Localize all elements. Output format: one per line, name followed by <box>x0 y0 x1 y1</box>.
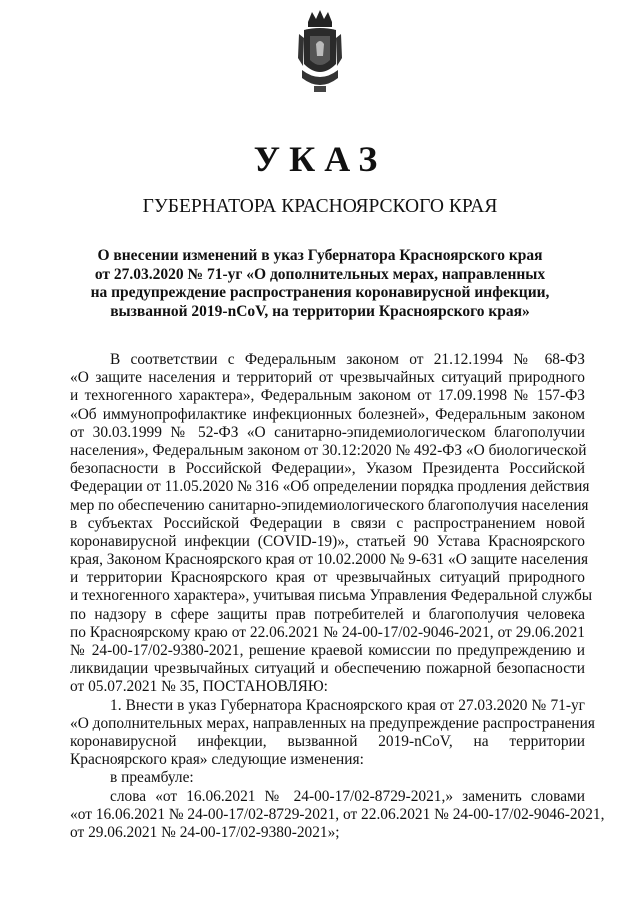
heading-line: на предупреждение распространения коронавирусной инфекции, <box>90 284 550 301</box>
body-line: коронавирусной инфекции, вызванной 2019-nCoV, на территории <box>70 732 585 750</box>
body-line: слова «от 16.06.2021 № 24-00-17/02-8729-2021,» заменить словами <box>110 787 585 805</box>
body-line: «О защите населения и территорий от чрезвычайных ситуаций природного <box>70 369 585 387</box>
body-line: края, Законом Красноярского края от 10.02.2000 № 9-631 «О защите населения <box>70 551 589 569</box>
body-line: по надзору в сфере защиты прав потребителей и благополучия человека <box>70 605 585 623</box>
body-line: безопасности в Российской Федерации», Указом Президента Российской <box>70 460 585 478</box>
document-subtitle: ГУБЕРНАТОРА КРАСНОЯРСКОГО КРАЯ <box>142 196 498 217</box>
body-line: «от 16.06.2021 № 24-00-17/02-8729-2021, от 22.06.2021 № 24-00-17/02-9046-2021, <box>70 805 605 823</box>
coat-of-arms-emblem <box>296 8 344 98</box>
body-line: по Красноярскому краю от 22.06.2021 № 24-00-17/02-9046-2021, от 29.06.2021 <box>70 623 585 641</box>
body-line: 1. Внести в указ Губернатора Красноярского края от 27.03.2020 № 71-уг <box>110 696 585 714</box>
body-line: ликвидации чрезвычайных ситуаций и обеспечению пожарной безопасности <box>70 660 585 678</box>
document-heading <box>60 247 580 321</box>
body-line: «Об иммунопрофилактике инфекционных болезней», Федеральным законом <box>70 405 585 423</box>
body-line: «О дополнительных мерах, направленных на предупреждение распространения <box>70 714 595 732</box>
body-line: коронавирусной инфекции (COVID-19)», статьей 90 Устава Красноярского <box>70 532 585 550</box>
body-line: в субъектах Российской Федерации в связи с распространением новой <box>70 514 585 532</box>
heading-line: О внесении изменений в указ Губернатора Красноярского края <box>97 247 543 264</box>
body-line: мер по обеспечению санитарно-эпидемиологического благополучия населения <box>70 496 589 514</box>
body-line: от 29.06.2021 № 24-00-17/02-9380-2021»; <box>70 823 340 841</box>
body-line: в преамбуле: <box>110 769 194 787</box>
body-line: и техногенного характера», Федеральным законом от 17.09.1998 № 157-ФЗ <box>70 387 585 405</box>
document-title: УКАЗ <box>253 139 387 179</box>
body-line: В соответствии с Федеральным законом от 21.12.1994 № 68-ФЗ <box>110 351 585 368</box>
heading-line: от 27.03.2020 № 71-уг «О дополнительных мерах, направленных <box>94 265 546 283</box>
body-line: Красноярского края» следующие изменения: <box>70 751 364 769</box>
body-line: и территории Красноярского края от чрезвычайных ситуаций природного <box>70 569 585 587</box>
body-line: от 05.07.2021 № 35, ПОСТАНОВЛЯЮ: <box>70 678 328 696</box>
coat-of-arms-icon <box>296 8 344 98</box>
document-body <box>70 351 605 842</box>
body-line: Федерации от 11.05.2020 № 316 «Об определении порядка продления действия <box>70 478 590 496</box>
body-line: населения», Федеральным законом от 30.12:2020 № 492-ФЗ «О биологической <box>70 441 587 459</box>
heading-line: вызванной 2019-nCoV, на территории Красноярского края» <box>110 302 530 320</box>
body-line: и техногенного характера», учитывая письма Управления Федеральной службы <box>70 587 593 605</box>
body-line: от 30.03.1999 № 52-ФЗ «О санитарно-эпидемиологическом благополучии <box>70 423 585 441</box>
body-line: № 24-00-17/02-9380-2021, решение краевой комиссии по предупреждению и <box>70 642 585 659</box>
